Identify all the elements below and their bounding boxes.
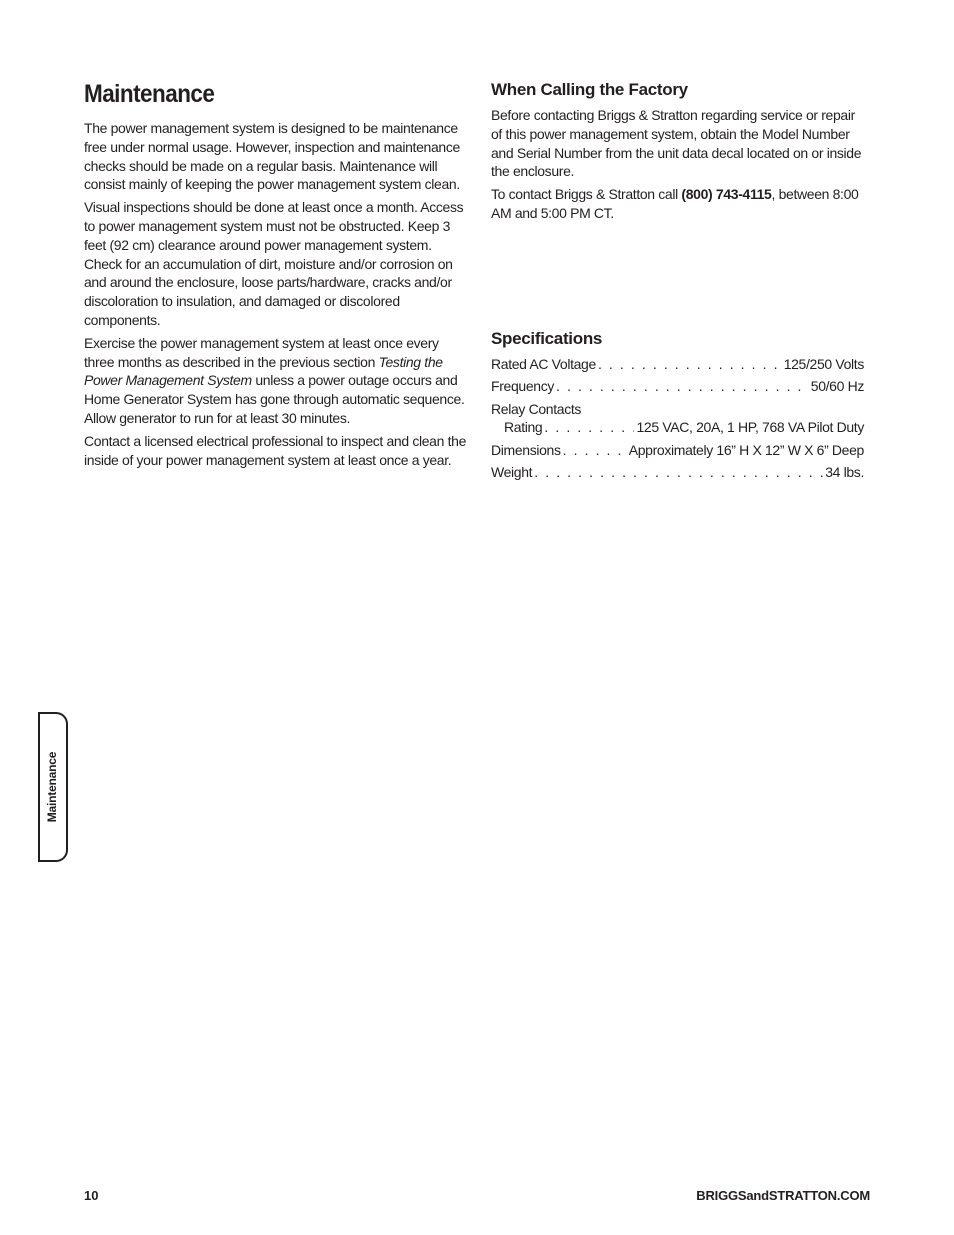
exercise-text-after: unless a power outage occurs and Home Generator System has gone through automatic sequence. Allow generator to run for at least 30 minutes.	[84, 372, 465, 426]
spec-weight	[491, 463, 864, 482]
factory-paragraph: Before contacting Briggs & Stratton regarding service or repair of this power management system, obtain the Model Number and Serial Number from the unit data decal located on or inside the enclosure.	[491, 107, 862, 180]
factory-heading: When Calling the Factory	[491, 80, 688, 99]
contact-text-after: , between 8:00 AM and 5:00 PM CT.	[491, 186, 859, 221]
contact-paragraph	[491, 185, 864, 223]
professional-paragraph: Contact a licensed electrical professional to inspect and clean the inside of your power management system at least once a year.	[84, 432, 467, 468]
intro-paragraph: The power management system is designed to be maintenance free under normal usage. However, inspection and maintenance checks should be made on a regular basis. Maintenance will consist mainly of keeping the power management system clean.	[84, 120, 460, 193]
spec-label: Rating	[504, 419, 543, 436]
page-title: Maintenance	[84, 80, 215, 108]
section-reference: Testing the Power Management System	[84, 353, 443, 389]
spec-value: 125 VAC, 20A, 1 HP, 768 VA Pilot Duty	[636, 419, 864, 436]
spec-dimensions	[491, 441, 864, 460]
exercise-paragraph	[84, 334, 466, 428]
spec-label: Dimensions	[491, 441, 561, 458]
dot-leader	[556, 377, 809, 396]
dot-leader	[544, 418, 634, 437]
exercise-text-before: Exercise the power management system at least once every three months as described in the previous section	[84, 334, 439, 370]
spec-label: Rated AC Voltage	[491, 355, 596, 372]
page-number: 10	[84, 1188, 99, 1203]
specifications-heading: Specifications	[491, 328, 603, 348]
phone-number: (800) 743-4115	[681, 186, 772, 203]
spec-value: 125/250 Volts	[783, 355, 864, 372]
dot-leader	[563, 441, 627, 460]
spec-rated-ac-voltage	[491, 355, 864, 374]
spec-label: Frequency	[491, 378, 554, 395]
section-side-tab	[38, 712, 68, 862]
spec-value: 50/60 Hz	[810, 378, 864, 395]
spec-label: Weight	[491, 464, 533, 481]
dot-leader	[534, 463, 823, 482]
spec-rating	[491, 418, 864, 437]
spec-relay-contacts: Relay Contacts	[491, 400, 582, 417]
spec-value: Approximately 16” H X 12” W X 6” Deep	[628, 441, 864, 458]
contact-text-before: To contact Briggs & Stratton call	[491, 186, 682, 203]
right-column	[491, 80, 864, 486]
left-column	[84, 80, 466, 473]
spec-value: 34 lbs.	[825, 464, 864, 481]
side-tab-label: Maintenance	[45, 751, 59, 823]
spec-frequency	[491, 377, 864, 396]
dot-leader	[598, 355, 782, 374]
footer-website: BRIGGSandSTRATTON.COM	[696, 1188, 870, 1203]
inspection-paragraph: Visual inspections should be done at least once a month. Access to power management system must not be obstructed. Keep 3 feet (92 cm) clearance around power management system. Check for an accumulation of dirt, moisture and/or corrosion on and around the enclosure, loose parts/hardware, cracks and/or discoloration to insulation, and damaged or discolored components.	[84, 199, 464, 328]
